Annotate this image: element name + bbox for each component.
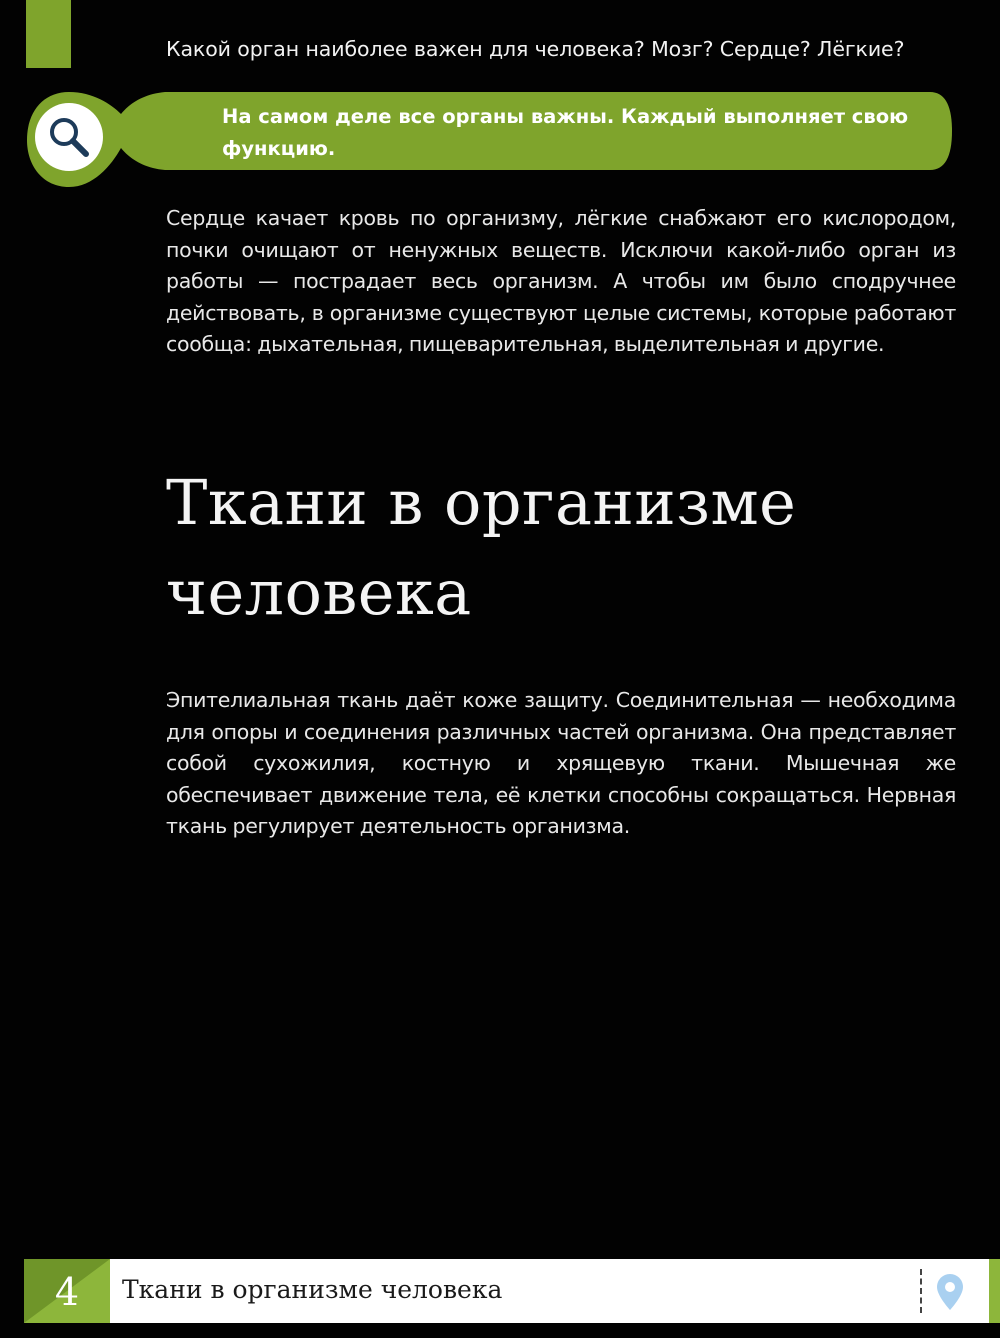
footer-bar [110,1259,989,1323]
page-footer [24,1259,989,1323]
footer-right-strip [989,1259,1000,1323]
page-number-box [24,1259,110,1323]
footer-divider [920,1269,922,1313]
map-pin-icon [936,1273,964,1311]
callout-text: На самом деле все органы важны. Каждый выполняет свою функцию. [222,105,909,160]
page-number: 4 [54,1270,80,1314]
top-green-tab [26,0,71,68]
magnifier-icon [35,103,103,171]
paragraph-organs: Сердце качает кровь по организму, лёгкие снабжают его кислородом, почки очищают от ненужных веществ. Исключи какой-либо орган из работы — пострадает весь организм. А чтобы им было сподручнее действовать, в организме существуют целые системы, которые работают сообща: дыхательная, пищеварительная, выделительная и другие. [166,206,956,356]
intro-question: Какой орган наиболее важен для человека? Мозг? Сердце? Лёгкие? [166,37,905,61]
info-callout [25,88,955,188]
paragraph-tissues: Эпителиальная ткань даёт коже защиту. Соединительная — необходима для опоры и соединения различных частей организма. Она представляет собой сухожилия, костную и хрящевую ткани. Мышечная же обеспечивает движение тела, её клетки способны сокращаться. Нервная ткань регулирует деятельность организма. [166,688,956,838]
footer-title: Ткани в организме человека [122,1275,503,1304]
section-heading: Ткани в организме человека [166,466,797,629]
